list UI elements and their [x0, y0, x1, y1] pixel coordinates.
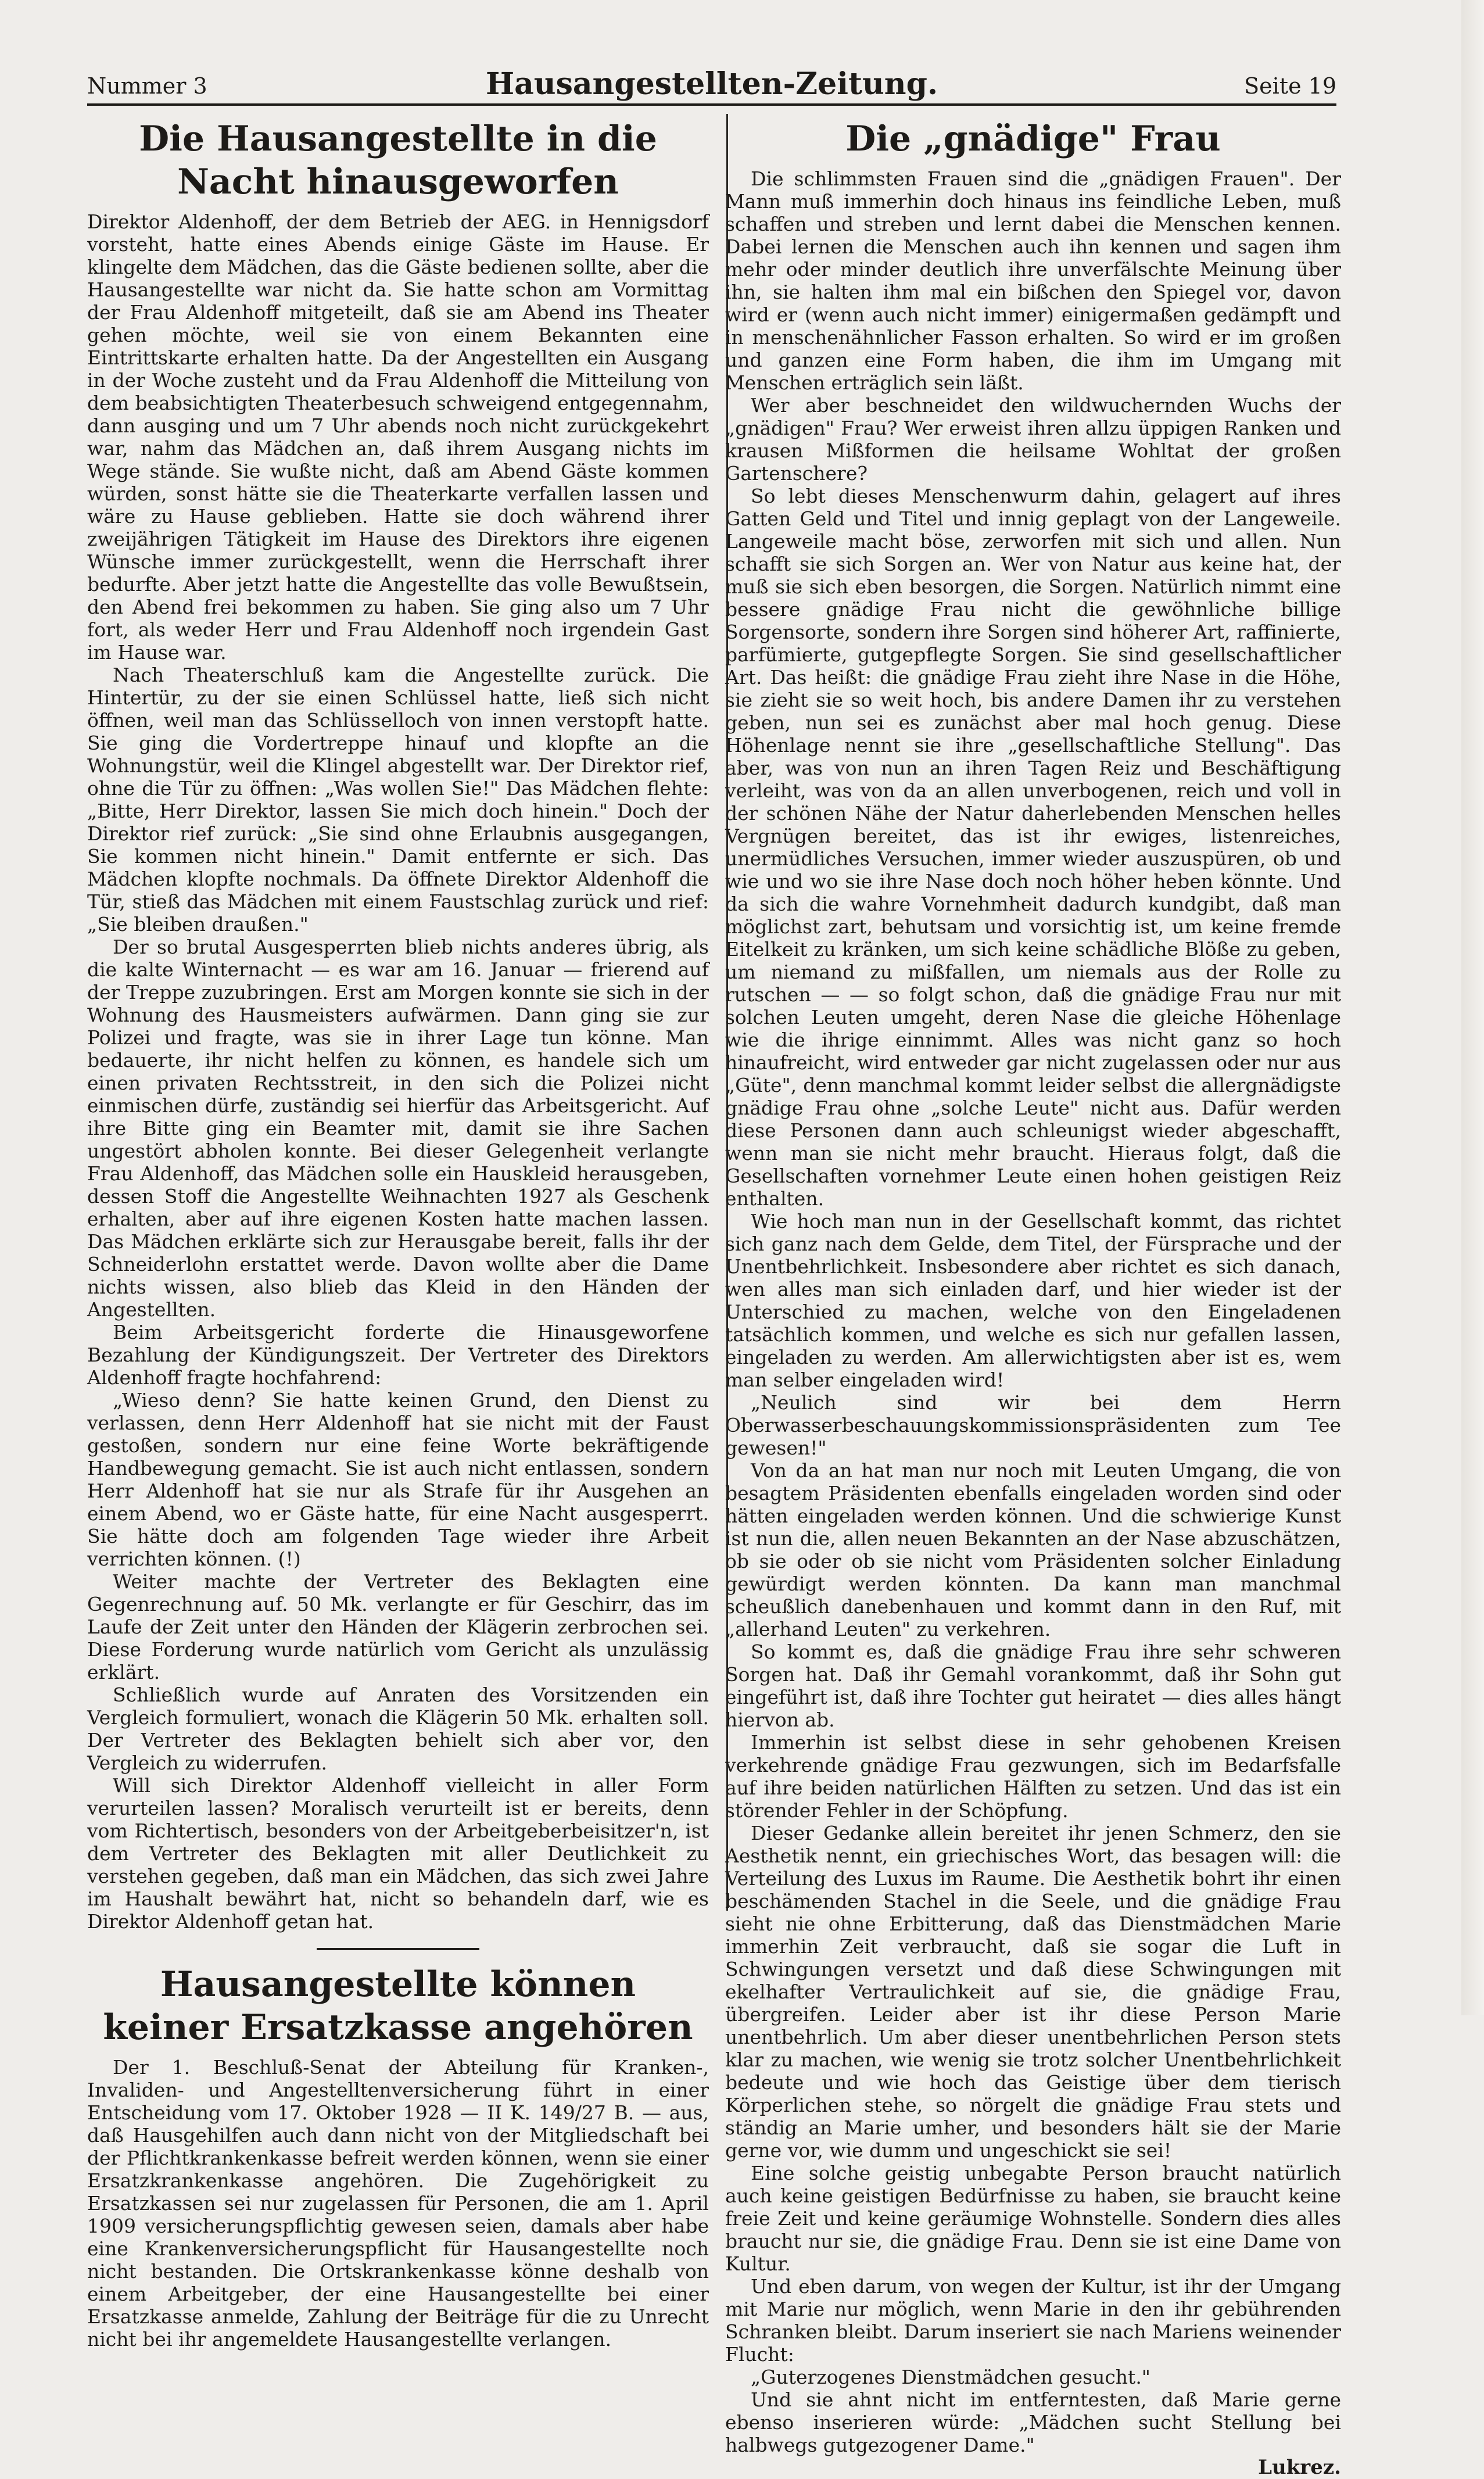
- article-title: Die „gnädige" Frau: [845, 119, 1221, 159]
- newspaper-title: Hausangestellten-Zeitung.: [485, 66, 938, 102]
- article-paragraph: „Wieso denn? Sie hatte keinen Grund, den Dienst zu verlassen, denn Herr Aldenhoff hat sie nicht mit der Faust gestoßen, sondern nur eine feine Worte bekräftigende Handbewegung gemacht. Sie ist auch nicht entlassen, sondern Herr Aldenhoff hat sie nur als Strafe für ihr Ausgehen an einem Abend, wo er Gäste hatte, für eine Nacht ausgesperrt. Sie hätte doch am folgenden Tage wieder ihre Arbeit verrichten können. (!): [87, 1389, 709, 1570]
- article-paragraph: Von da an hat man nur noch mit Leuten Umgang, die von besagtem Präsidenten ebenfalls eingeladen worden sind oder hätten eingeladen werden können. Und die schwierige Kunst ist nun die, allen neuen Bekannten an der Nase abzuschätzen, ob sie oder ob sie nicht vom Präsidenten solcher Einladung gewürdigt werden könnten. Da kann man manchmal scheußlich danebenhauen und kommt dann in den Ruf, mit „allerhand Leuten" zu verkehren.: [725, 1459, 1341, 1640]
- article-paragraph: Immerhin ist selbst diese in sehr gehobenen Kreisen verkehrende gnädige Frau gezwungen, sich im Bedarfsfalle auf ihre beiden natürlichen Hälften zu setzen. Und das ist ein störender Fehler in der Schöpfung.: [725, 1731, 1341, 1822]
- page-fold-shadow: [1461, 0, 1484, 2015]
- article-paragraph: Dieser Gedanke allein bereitet ihr jenen Schmerz, den sie Aesthetik nennt, ein griechisches Wort, das besagen will: die Verteilung des Luxus im Raume. Die Aesthetik bohrt ihr einen beschämenden Stachel in die Seele, und die gnädige Frau sieht nie ohne Erbitterung, daß das Dienstmädchen Marie immerhin Zeit verbraucht, daß sie sogar die Luft in Schwingungen versetzt und daß diese Schwingungen mit ekelhafter Vertraulichkeit auf sie, die gnädige Frau, übergreifen. Leider aber ist ihr diese Person Marie unentbehrlich. Um aber dieser unentbehrlichen Person stets klar zu machen, wie wenig sie trotz solcher Unentbehrlichkeit bedeute und wie hoch das Geistige über dem tierisch Körperlichen stehe, so nörgelt die gnädige Frau stets und ständig an Marie umher, und besonders hält sie der Marie gerne vor, wie dumm und ungeschickt sie sei!: [725, 1822, 1341, 2162]
- article-paragraph: Nach Theaterschluß kam die Angestellte zurück. Die Hintertür, zu der sie einen Schlüssel hatte, ließ sich nicht öffnen, weil man das Schlüsselloch von innen verstopft hatte. Sie ging die Vordertreppe hinauf und klopfte an die Wohnungstür, weil die Klingel abgestellt war. Der Direktor rief, ohne die Tür zu öffnen: „Was wollen Sie!" Das Mädchen flehte: „Bitte, Herr Direktor, lassen Sie mich doch hinein." Doch der Direktor rief zurück: „Sie sind ohne Erlaubnis ausgegangen, Sie kommen nicht hinein." Damit entfernte er sich. Das Mädchen klopfte nochmals. Da öffnete Direktor Aldenhoff die Tür, stieß das Mädchen mit einem Faustschlag zurück und rief: „Sie bleiben draußen.": [87, 664, 709, 936]
- article-paragraph: Eine solche geistig unbegabte Person braucht natürlich auch keine geistigen Bedürfnisse zu haben, sie braucht keine freie Zeit und keine geräumige Wohnstelle. Sondern dies alles braucht nur sie, die gnädige Frau. Denn sie ist eine Dame von Kultur.: [725, 2162, 1341, 2275]
- article-paragraph: Wie hoch man nun in der Gesellschaft kommt, das richtet sich ganz nach dem Gelde, dem Titel, der Fürsprache und der Unentbehrlichkeit. Insbesondere aber richtet es sich danach, wen alles man sich einladen darf, und hier wieder ist der Unterschied zu machen, welche von den Eingeladenen tatsächlich kommen, und welche es sich nur gefallen lassen, eingeladen zu werden. Am allerwichtigsten aber ist es, wem man selber eingeladen wird!: [725, 1210, 1341, 1391]
- article-title: Hausangestellte können keiner Ersatzkasse angehören: [103, 1964, 693, 2048]
- article-title: Die Hausangestellte in die Nacht hinausgeworfen: [139, 119, 657, 202]
- article-paragraph: So kommt es, daß die gnädige Frau ihre sehr schweren Sorgen hat. Daß ihr Gemahl vorankommt, daß ihr Sohn gut eingeführt ist, daß ihre Tochter gut heiratet — dies alles hängt hiervon ab.: [725, 1640, 1341, 1731]
- page-number: Seite 19: [1244, 73, 1336, 99]
- article-paragraph: „Neulich sind wir bei dem Herrn Oberwasserbeschauungskommissionspräsidenten zum Tee gewesen!": [725, 1391, 1341, 1459]
- article-paragraph: So lebt dieses Menschenwurm dahin, gelagert auf ihres Gatten Geld und Titel und innig geplagt von der Langeweile. Langeweile macht böse, zerworfen mit sich und allen. Nun schafft sie sich Sorgen an. Wer von Natur aus keine hat, der muß sie sich eben besorgen, die Sorgen. Natürlich nimmt eine bessere gnädige Frau nicht die gewöhnliche billige Sorgensorte, sondern ihre Sorgen sind höherer Art, raffinierte, parfümierte, gutgepflegte Sorgen. Sie sind gesellschaftlicher Art. Das heißt: die gnädige Frau zieht ihre Nase in die Höhe, sie zieht sie so weit hoch, bis andere Damen ihr zu verstehen geben, nun sei es zunächst aber mal hoch genug. Diese Höhenlage nennt sie ihre „gesellschaftliche Stellung". Das aber, was von nun an ihren Tagen Reiz und Beschäftigung verleiht, was von da an allen unverbogenen, reich und voll in der schönen Nähe der Natur daherlebenden Menschen helles Vergnügen bereitet, das ist ihr ewiges, listenreiches, unermüdliches Versuchen, immer wieder auszuspüren, ob und wie und wo sie ihre Nase doch noch höher heben könnte. Und da sich die wahre Vornehmheit dadurch kundgibt, daß man möglichst zart, behutsam und vorsichtig ist, um keine fremde Eitelkeit zu kränken, um sich keine schädliche Blöße zu geben, um niemand zu mißfallen, um niemals aus der Rolle zu rutschen — — so folgt schon, daß die gnädige Frau nur mit solchen Leuten umgeht, deren Nase die gleiche Höhenlage wie die ihrige einnimmt. Alles was nicht ganz so hoch hinaufreicht, wird entweder gar nicht zugelassen oder nur aus „Güte", denn manchmal kommt leider selbst die allergnädigste gnädige Frau ohne „solche Leute" nicht aus. Dafür werden diese Personen dann auch schleunigst wieder abgeschafft, wenn man sie nicht mehr braucht. Hieraus folgt, daß die Gesellschaften vornehmer Leute einen hohen geistigen Reiz enthalten.: [725, 485, 1341, 1210]
- article-separator: [317, 1948, 479, 1950]
- article-paragraph: Die schlimmsten Frauen sind die „gnädigen Frauen". Der Mann muß immerhin doch hinaus ins feindliche Leben, muß schaffen und streben und lernt dabei die Menschen kennen. Dabei lernen die Menschen auch ihn kennen und sagen ihm mehr oder minder deutlich ihre unverfälschte Meinung über ihn, sie halten ihm mal ein bißchen den Spiegel vor, davon wird er (wenn auch nicht immer) einigermaßen gedämpft und in menschenähnlicher Fasson erhalten. So wird er im großen und ganzen eine Form haben, die ihm im Umgang mit Menschen erträglich sein läßt.: [725, 167, 1341, 394]
- article-hausangestellte-nacht: [87, 117, 709, 1933]
- article-gnaedige-frau: [725, 117, 1341, 2479]
- article-paragraph: Der 1. Beschluß-Senat der Abteilung für Kranken-, Invaliden- und Angestelltenversicherung führt in einer Entscheidung vom 17. Oktober 1928 — II K. 149/27 B. — aus, daß Hausgehilfen auch dann nicht von der Mitgliedschaft bei der Pflichtkrankenkasse befreit werden können, wenn sie einer Ersatzkrankenkasse angehören. Die Zugehörigkeit zu Ersatzkassen sei nur zugelassen für Personen, die am 1. April 1909 versicherungspflichtig gewesen seien, damals aber habe eine Krankenversicherungspflicht für Hausangestellte noch nicht bestanden. Die Ortskrankenkasse könne deshalb von einem Arbeitgeber, der eine Hausangestellte bei einer Ersatzkasse anmelde, Zahlung der Beiträge für die zu Unrecht nicht bei ihr angemeldete Hausangestellte verlangen.: [87, 2056, 709, 2351]
- article-paragraph: Beim Arbeitsgericht forderte die Hinausgeworfene Bezahlung der Kündigungszeit. Der Vertreter des Direktors Aldenhoff fragte hochfahrend:: [87, 1321, 709, 1389]
- article-paragraph: Wer aber beschneidet den wildwuchernden Wuchs der „gnädigen" Frau? Wer erweist ihren allzu üppigen Ranken und krausen Mißformen die heilsame Wohltat der großen Gartenschere?: [725, 394, 1341, 485]
- article-paragraph: Will sich Direktor Aldenhoff vielleicht in aller Form verurteilen lassen? Moralisch verurteilt ist er bereits, denn vom Richtertisch, besonders von der Arbeitgeberbeisitzer'n, ist dem Vertreter des Beklagten mit aller Deutlichkeit zu verstehen gegeben, daß man ein Mädchen, das sich zwei Jahre im Haushalt bewährt hat, nicht so behandeln darf, wie es Direktor Aldenhoff getan hat.: [87, 1774, 709, 1933]
- article-paragraph: Der so brutal Ausgesperrten blieb nichts anderes übrig, als die kalte Winternacht — es war am 16. Januar — frierend auf der Treppe zuzubringen. Erst am Morgen konnte sie sich in der Wohnung des Hausmeisters aufwärmen. Dann ging sie zur Polizei und fragte, was sie in ihrer Lage tun könne. Man bedauerte, ihr nicht helfen zu können, es handele sich um einen privaten Rechtsstreit, in den sich die Polizei nicht einmischen dürfe, zuständig sei hierfür das Arbeitsgericht. Auf ihre Bitte ging ein Beamter mit, damit sie ihre Sachen ungestört abholen konnte. Bei dieser Gelegenheit verlangte Frau Aldenhoff, das Mädchen solle ein Hauskleid herausgeben, dessen Stoff die Angestellte Weihnachten 1927 als Geschenk erhalten, aber auf ihre eigenen Kosten hatte machen lassen. Das Mädchen erklärte sich zur Herausgabe bereit, falls ihr der Schneiderlohn erstattet werde. Davon wollte aber die Dame nichts wissen, also blieb das Kleid in den Händen der Angestellten.: [87, 936, 709, 1321]
- right-column: [725, 114, 1341, 2479]
- article-paragraph: Direktor Aldenhoff, der dem Betrieb der AEG. in Hennigsdorf vorsteht, hatte eines Abends einige Gäste im Hause. Er klingelte dem Mädchen, das die Gäste bedienen sollte, aber die Hausangestellte war nicht da. Sie hatte schon am Vormittag der Frau Aldenhoff mitgeteilt, daß sie am Abend ins Theater gehen möchte, weil sie von einem Bekannten eine Eintrittskarte erhalten hatte. Da der Angestellten ein Ausgang in der Woche zusteht und da Frau Aldenhoff die Mitteilung von dem beabsichtigten Theaterbesuch schweigend entgegennahm, dann ausging und um 7 Uhr abends noch nicht zurückgekehrt war, nahm das Mädchen an, daß ihrem Ausgang nichts im Wege stände. Sie wußte nicht, daß am Abend Gäste kommen würden, sonst hätte sie die Theaterkarte verfallen lassen und wäre zu Hause geblieben. Hatte sie doch während ihrer zweijährigen Tätigkeit im Hause des Direktors ihre eigenen Wünsche immer zurückgestellt, wenn die Herrschaft ihrer bedurfte. Aber jetzt hatte die Angestellte das volle Bewußtsein, den Abend frei bekommen zu haben. Sie ging also um 7 Uhr fort, als weder Herr und Frau Aldenhoff noch irgendein Gast im Hause war.: [87, 210, 709, 664]
- issue-number: Nummer 3: [87, 73, 207, 99]
- article-signature: Lukrez.: [1258, 2456, 1341, 2479]
- page-header: [87, 63, 1336, 105]
- article-ersatzkasse: [87, 1963, 709, 2351]
- article-paragraph: Weiter machte der Vertreter des Beklagten eine Gegenrechnung auf. 50 Mk. verlangte er für Geschirr, das im Laufe der Zeit unter den Händen der Klägerin zerbrochen sei. Diese Forderung wurde natürlich vom Gericht als unzulässig erklärt.: [87, 1570, 709, 1683]
- article-paragraph: Schließlich wurde auf Anraten des Vorsitzenden ein Vergleich formuliert, wonach die Klägerin 50 Mk. erhalten soll. Der Vertreter des Beklagten behielt sich aber vor, den Vergleich zu widerrufen.: [87, 1683, 709, 1774]
- article-paragraph: Und sie ahnt nicht im entferntesten, daß Marie gerne ebenso inserieren würde: „Mädchen sucht Stellung bei halbwegs gutgezogener Dame.": [725, 2388, 1341, 2456]
- header-rule: [87, 103, 1336, 106]
- article-paragraph: Und eben darum, von wegen der Kultur, ist ihr der Umgang mit Marie nur möglich, wenn Marie in den ihr gebührenden Schranken bleibt. Darum inseriert sie nach Mariens weinender Flucht:: [725, 2275, 1341, 2366]
- article-paragraph: „Guterzogenes Dienstmädchen gesucht.": [751, 2366, 1150, 2388]
